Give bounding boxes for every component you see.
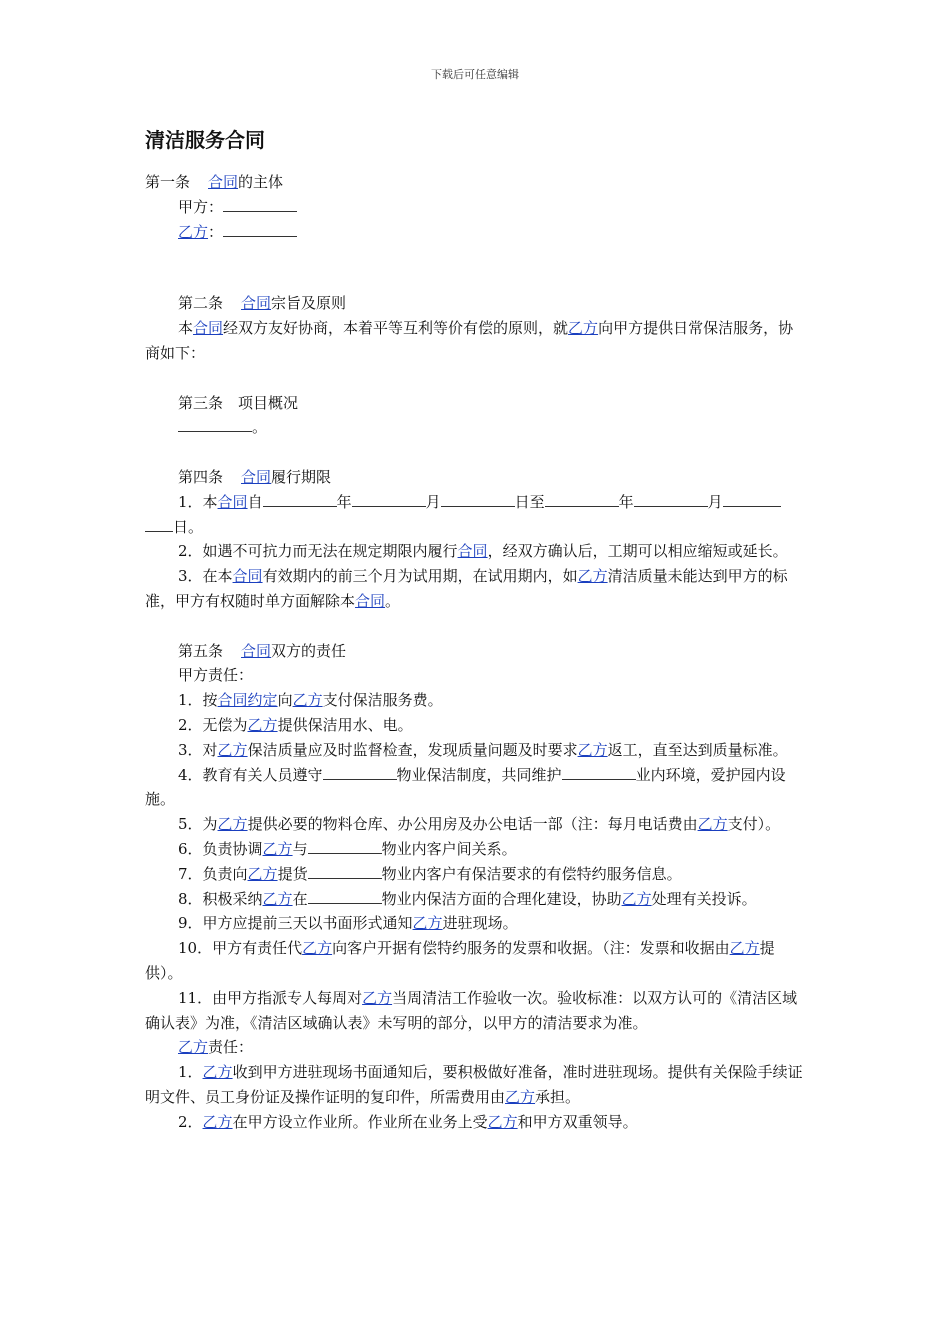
contract-link[interactable]: 合同: [208, 173, 239, 191]
party-b-link[interactable]: 乙方: [217, 740, 248, 759]
party-b-link[interactable]: 乙方: [292, 691, 323, 710]
blank-field: [263, 492, 337, 507]
party-b-link[interactable]: 乙方: [412, 914, 443, 933]
party-b-link[interactable]: 乙方: [178, 1038, 209, 1057]
party-a-duty-2: 2．无偿为乙方提供保洁用水、电。: [178, 715, 413, 734]
party-a-duty-3: 3．对乙方保洁质量应及时监督检查，发现质量问题及时要求乙方返工，直至达到质量标准。: [178, 740, 788, 759]
party-a-duty-11: 11．由甲方指派专人每周对乙方当周清洁工作验收一次。验收标准：以双方认可的《清洁区域确认表》为准，《清洁区域确认表》未写明的部分，以甲方的清洁要求为准。: [145, 988, 798, 1032]
party-b-link[interactable]: 乙方: [178, 222, 209, 241]
party-b-link[interactable]: 乙方: [505, 1087, 536, 1106]
blank-field: [308, 889, 382, 904]
party-b-duties-heading: 乙方责任：: [178, 1038, 254, 1057]
article-4-item-3: 3．在本合同有效期内的前三个月为试用期，在试用期内，如乙方清洁质量未能达到甲方的标准，甲方有权随时单方面解除本合同。: [145, 567, 788, 610]
party-a-duty-9: 9．甲方应提前三天以书面形式通知乙方进驻现场。: [178, 914, 518, 933]
article-4-heading: 第四条 合同履行期限: [178, 467, 332, 486]
contract-link[interactable]: 合同: [193, 319, 224, 338]
contract-link[interactable]: 合同: [232, 567, 263, 586]
party-a-duty-4: 4．教育有关人员遵守 物业保洁制度，共同维护 业内环境，爱护园内设施。: [145, 765, 786, 809]
blank-field: [178, 417, 252, 432]
party-b-link[interactable]: 乙方: [302, 939, 333, 958]
party-b-link[interactable]: 乙方: [487, 1112, 518, 1131]
party-b-link[interactable]: 乙方: [729, 939, 760, 958]
blank-field: [441, 492, 515, 507]
party-a-duty-7: 7．负责向乙方提货 物业内客户有保洁要求的有偿特约服务信息。: [178, 864, 682, 883]
blank-field: [223, 222, 297, 237]
party-a-duty-6: 6．负责协调乙方与 物业内客户间关系。: [178, 839, 517, 858]
party-b-link[interactable]: 乙方: [362, 988, 393, 1007]
party-b-link[interactable]: 乙方: [577, 567, 608, 586]
blank-field: [562, 765, 636, 780]
party-b-link[interactable]: 乙方: [202, 1063, 233, 1082]
party-a-duty-1: 1．按合同约定向乙方支付保洁服务费。: [178, 691, 443, 710]
blank-field: [352, 492, 426, 507]
party-b-link[interactable]: 乙方: [697, 815, 728, 834]
party-b-link[interactable]: 乙方: [247, 864, 278, 883]
party-b-link[interactable]: 乙方: [262, 889, 293, 908]
party-b-link[interactable]: 乙方: [568, 319, 599, 338]
blank-field: [223, 197, 297, 212]
article-3-heading: 第三条 项目概况: [178, 393, 299, 412]
party-a-line: 甲方：: [145, 195, 807, 220]
party-a-duty-10: 10．甲方有责任代乙方向客户开据有偿特约服务的发票和收据。（注：发票和收据由乙方提供）。: [145, 939, 775, 982]
party-b-link[interactable]: 乙方: [247, 715, 278, 734]
article-2-text: 本合同经双方友好协商，本着平等互利等价有偿的原则，就乙方向甲方提供日常保洁服务，协商如下：: [145, 319, 794, 362]
party-b-link[interactable]: 乙方: [621, 889, 652, 908]
party-a-duty-8: 8．积极采纳乙方在 物业内保洁方面的合理化建设，协助乙方处理有关投诉。: [178, 889, 757, 908]
party-b-link[interactable]: 乙方: [217, 815, 248, 834]
document-title: 清洁服务合同: [145, 128, 265, 152]
article-4-item-1: 1．本合同自 年 月 日至 年 月日。: [145, 490, 807, 540]
party-b-link[interactable]: 乙方: [262, 839, 293, 858]
article-1-heading: 第一条 合同的主体: [145, 173, 284, 191]
party-b-duty-1: 1．乙方收到甲方进驻现场书面通知后，要积极做好准备，准时进驻现场。提供有关保险手续证明文件、员工身份证及操作证明的复印件，所需费用由乙方承担。: [145, 1063, 803, 1106]
article-3-text: 。: [145, 415, 807, 440]
blank-field: [308, 839, 382, 854]
contract-link[interactable]: 合同: [457, 542, 488, 561]
party-b-link[interactable]: 乙方: [202, 1112, 233, 1131]
party-a-duties-heading: 甲方责任：: [178, 666, 254, 685]
blank-field: [545, 492, 619, 507]
blank-field: [634, 492, 708, 507]
article-5-heading: 第五条 合同双方的责任: [178, 641, 347, 660]
contract-agreement-link[interactable]: 合同约定: [217, 691, 278, 710]
page-header-note: 下载后可任意编辑: [431, 68, 519, 81]
party-b-duty-2: 2．乙方在甲方设立作业所。作业所在业务上受乙方和甲方双重领导。: [178, 1112, 638, 1131]
article-2-heading: 第二条 合同宗旨及原则: [178, 294, 347, 313]
blank-field: [308, 864, 382, 879]
article-4-item-2: 2．如遇不可抗力而无法在规定期限内履行合同，经双方确认后，工期可以相应缩短或延长。: [178, 542, 788, 561]
party-b-link[interactable]: 乙方: [577, 740, 608, 759]
party-b-line: 乙方：: [145, 220, 807, 245]
contract-link[interactable]: 合同: [241, 641, 272, 660]
contract-link[interactable]: 合同: [355, 591, 386, 610]
contract-link[interactable]: 合同: [241, 294, 272, 313]
blank-field: [145, 517, 173, 532]
contract-link[interactable]: 合同: [241, 467, 272, 486]
contract-body: [145, 170, 807, 1134]
blank-field: [323, 765, 397, 780]
party-a-duty-5: 5．为乙方提供必要的物料仓库、办公用房及办公电话一部（注：每月电话费由乙方支付）。: [178, 815, 781, 834]
blank-field: [723, 492, 781, 507]
contract-link[interactable]: 合同: [217, 492, 248, 511]
